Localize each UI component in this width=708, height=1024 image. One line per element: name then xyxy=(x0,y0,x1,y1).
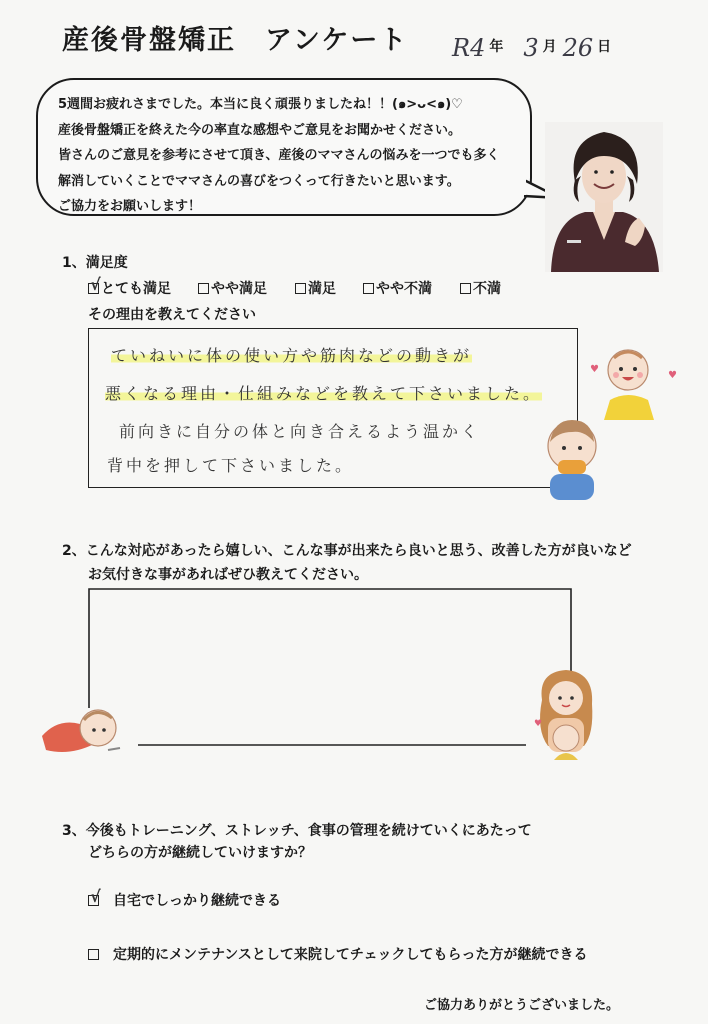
q3-title-line1: 3、今後もトレーニング、ストレッチ、食事の管理を続けていくにあたって xyxy=(62,823,532,839)
q1-options xyxy=(88,274,501,298)
checkbox[interactable] xyxy=(460,283,471,294)
intro-line: ご協力をお願いします！ xyxy=(58,199,202,214)
q2-answer-box[interactable] xyxy=(88,588,572,748)
q1-answer-box[interactable] xyxy=(88,328,578,488)
q3-option-label: 自宅でしっかり継続できる xyxy=(113,893,281,909)
mother-holding-baby-illustration xyxy=(528,664,602,764)
handwritten-answer-line: 悪くなる理由・仕組みなどを教えて下さいました。 xyxy=(105,384,543,403)
q1-option-label: 不満 xyxy=(473,281,501,297)
survey-date xyxy=(452,28,617,62)
staff-photo xyxy=(545,122,663,272)
q1-option-label: やや満足 xyxy=(211,281,267,297)
checkbox-checked[interactable]: √ xyxy=(90,274,101,294)
q2-title-line2: お気付きな事があればぜひ教えてください。 xyxy=(88,567,368,583)
q1-option-somewhat-dissatisfied[interactable] xyxy=(363,278,460,298)
q3-title-line2: どちらの方が継続していけますか？ xyxy=(88,845,312,861)
crawling-baby-illustration xyxy=(40,700,124,758)
intro-line: 解消していくことでママさんの喜びをつくって行きたいと思います。 xyxy=(58,173,460,189)
q1-title: 1、満足度 xyxy=(62,255,128,271)
intro-message xyxy=(58,92,499,220)
handwritten-answer-line: ていねいに体の使い方や筋肉などの動きが xyxy=(111,346,473,365)
svg-text:♥: ♥ xyxy=(590,364,599,375)
date-era-year: R4 xyxy=(452,34,486,62)
checkbox[interactable] xyxy=(363,283,374,294)
svg-text:♥: ♥ xyxy=(534,719,543,729)
page-title: 産後骨盤矯正 アンケート xyxy=(62,25,409,56)
intro-line: 産後骨盤矯正を終えた今の率直な感想やご意見をお聞かせください。 xyxy=(58,122,462,138)
intro-line: 皆さんのご意見を参考にさせて頂き、産後のママさんの悩みを一つでも多く xyxy=(58,148,500,163)
baby-with-bib-illustration xyxy=(534,412,610,504)
q3-option-home[interactable] xyxy=(88,886,281,910)
q2-title-line1: 2、こんな対応があったら嬉しい、こんな事が出来たら良いと思う、改善した方が良いなど xyxy=(62,543,632,559)
q1-option-label: とても満足 xyxy=(101,281,171,297)
intro-line: 5週間お疲れさまでした。本当に良く頑張りましたね！！(๑>ᴗ<๑)♡ xyxy=(58,97,463,112)
checkbox[interactable] xyxy=(88,949,99,960)
q1-reason-prompt: その理由を教えてください xyxy=(88,307,256,323)
date-day: 26 xyxy=(562,34,594,62)
checkbox-checked[interactable]: √ xyxy=(90,886,101,906)
checkbox[interactable] xyxy=(295,283,306,294)
q1-option-very-satisfied[interactable] xyxy=(88,274,198,298)
handwritten-answer-line: 背中を押して下さいました。 xyxy=(107,456,355,475)
date-day-unit: 日 xyxy=(597,39,612,55)
date-month: 3 xyxy=(523,34,539,62)
q3-option-label: 定期的にメンテナンスとして来院してチェックしてもらった方が継続できる xyxy=(113,947,588,963)
q3-option-clinic[interactable] xyxy=(88,944,587,964)
q1-option-dissatisfied[interactable] xyxy=(460,278,501,298)
svg-text:♥: ♥ xyxy=(668,370,677,381)
q1-option-label: やや不満 xyxy=(376,281,432,297)
date-year-unit: 年 xyxy=(489,39,504,55)
q1-option-satisfied[interactable] xyxy=(295,278,363,298)
closing-thanks: ご協力ありがとうございました。 xyxy=(424,998,620,1013)
q1-option-somewhat-satisfied[interactable] xyxy=(198,278,295,298)
handwritten-answer-line: 前向きに自分の体と向き合えるよう温かく xyxy=(119,422,481,441)
checkbox[interactable] xyxy=(198,283,209,294)
date-month-unit: 月 xyxy=(542,39,557,55)
q1-option-label: 満足 xyxy=(308,281,336,297)
